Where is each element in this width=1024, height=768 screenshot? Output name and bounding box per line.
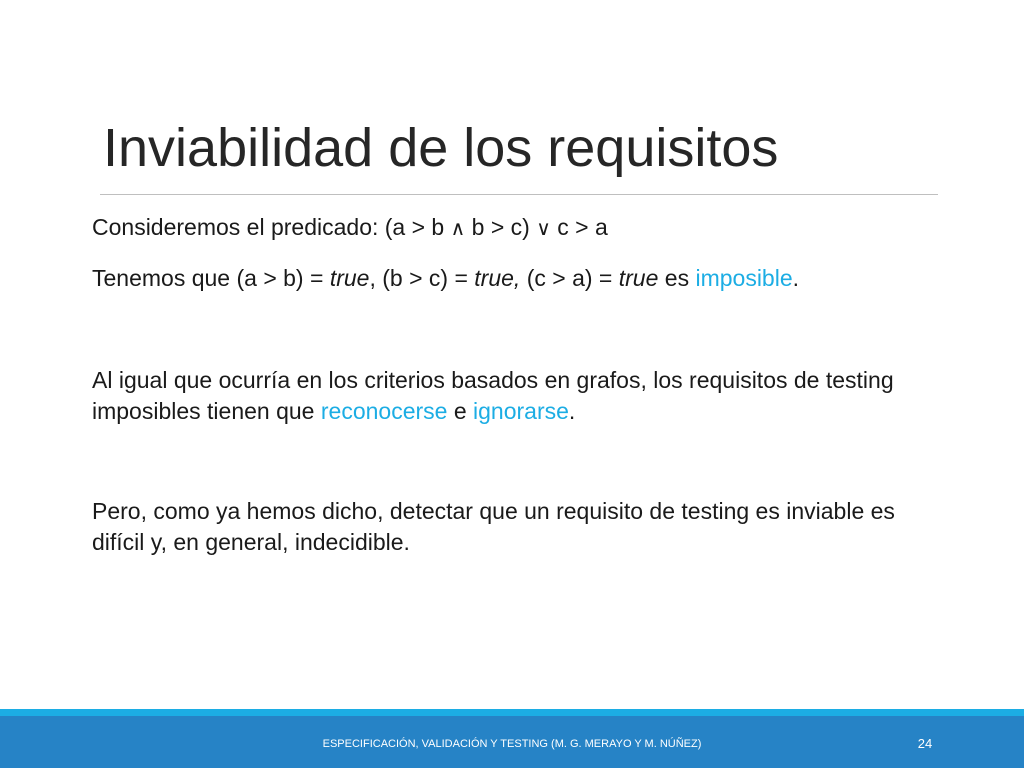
true-value-2: true, — [474, 265, 521, 291]
title-divider — [100, 194, 938, 195]
p2-text-b: , (b > c) = — [369, 265, 475, 291]
highlight-imposible: imposible — [695, 265, 793, 291]
footer-text: ESPECIFICACIÓN, VALIDACIÓN Y TESTING (M. G. MERAYO Y M. NÚÑEZ) — [322, 738, 702, 750]
p2-text-c: (c > a) = — [520, 265, 619, 291]
page-number: 24 — [917, 736, 933, 751]
impossible-combination-paragraph — [92, 263, 942, 294]
footer-accent-stripe — [0, 709, 1024, 716]
true-value-3: true — [618, 265, 659, 291]
predicate-paragraph — [92, 212, 942, 244]
p3-text-a: Al igual que ocurría en los criterios basados en grafos, los requisitos de testing imposibles tienen que — [92, 367, 894, 424]
p3-text-b: e — [447, 398, 474, 424]
slide-title: Inviabilidad de los requisitos — [103, 118, 779, 178]
predicate-text-start: Consideremos el predicado: (a > b — [92, 214, 451, 240]
undecidability-paragraph: Pero, como ya hemos dicho, detectar que un requisito de testing es inviable es difícil y, en general, indecidible. — [92, 498, 895, 555]
predicate-text-end: c > a — [550, 214, 608, 240]
logical-and-symbol: ∧ — [450, 216, 466, 240]
highlight-reconocerse: reconocerse — [320, 398, 448, 424]
p2-text-e: . — [792, 265, 800, 291]
highlight-ignorarse: ignorarse — [473, 398, 569, 424]
logical-or-symbol: ∨ — [536, 216, 551, 240]
predicate-text-middle: b > c) — [465, 214, 537, 240]
p2-text-d: es — [658, 265, 696, 291]
p3-text-c: . — [568, 398, 576, 424]
requirements-paragraph — [92, 365, 942, 427]
true-value-1: true — [329, 265, 370, 291]
p2-text-a: Tenemos que (a > b) = — [92, 265, 330, 291]
